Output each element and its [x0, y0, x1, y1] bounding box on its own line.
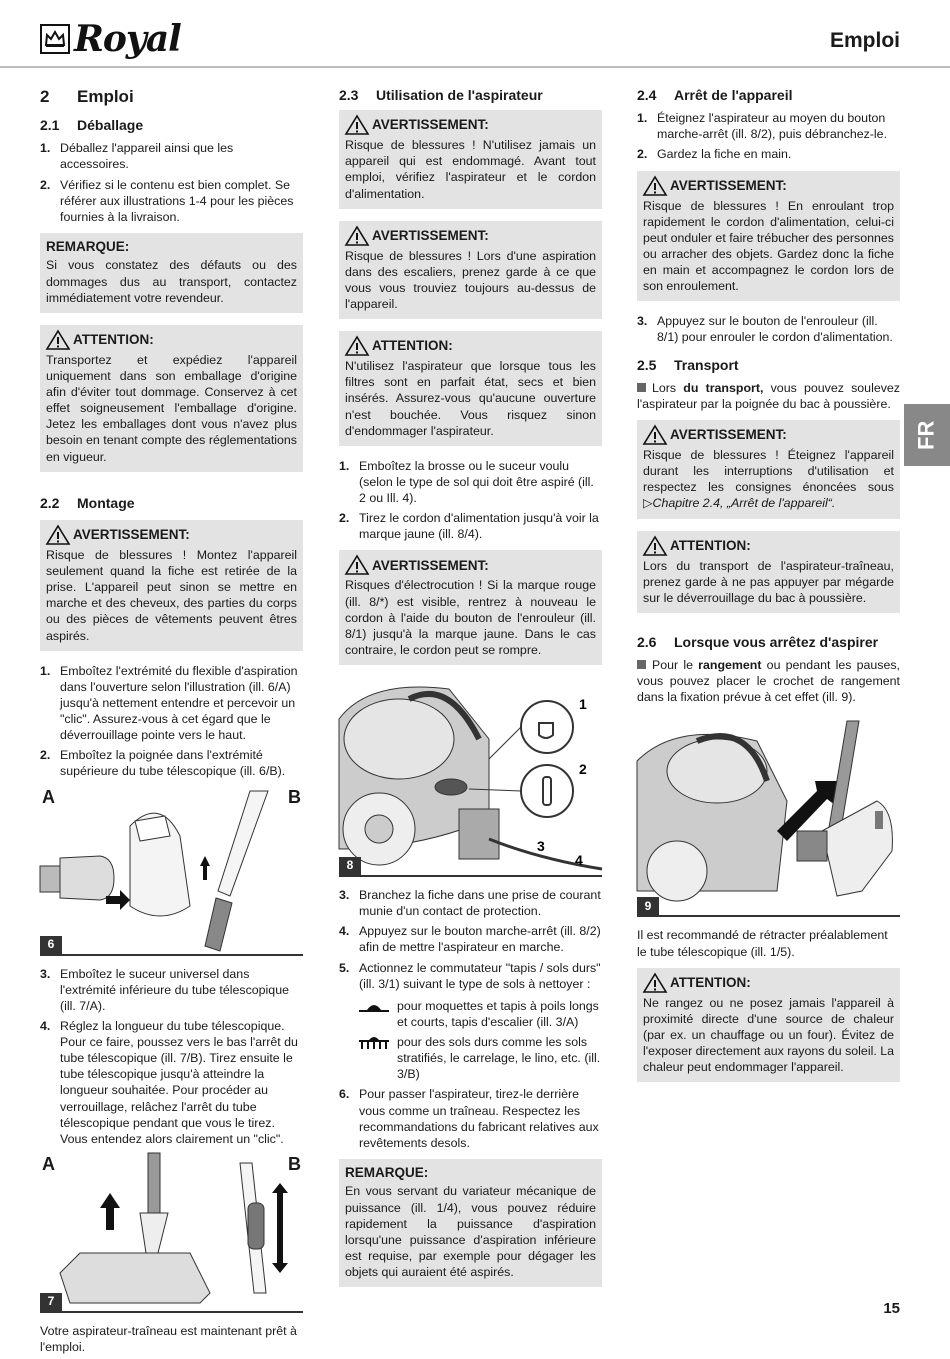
- warning-icon: [46, 525, 70, 545]
- callout-3: 3: [537, 838, 545, 855]
- transport-text: Lors du transport, vous pouvez soulevez l'aspirateur par la poignée du bac à poussière.: [637, 380, 900, 411]
- note-box: [339, 1159, 602, 1287]
- figure-label-b: B: [288, 786, 301, 807]
- usage-steps: [339, 458, 602, 543]
- note-box: [40, 233, 303, 313]
- warning-title: AVERTISSEMENT:: [670, 427, 787, 443]
- attention-box: [339, 331, 602, 446]
- section-heading: 2 Emploi: [40, 87, 134, 106]
- attention-title: ATTENTION:: [670, 974, 751, 990]
- assembly-steps: [40, 663, 303, 780]
- warning-text: Risques d'électrocution ! Si la marque rouge (ill. 8/*) est visible, rentrez à nouveau le cordon à l'aide du bouton de l'enrouleur (ill. 8/1) jusqu'à la marque jaune. Dans le cas contraire, le cordon peut se rompre.: [345, 578, 596, 657]
- page-header: [0, 0, 950, 68]
- figure-number: 9: [637, 897, 659, 915]
- floor-option-carpet: pour moquettes et tapis à poils longs et courts, tapis d'escalier (ill. 3/A): [359, 998, 602, 1030]
- bullet-square-icon: [637, 660, 646, 669]
- page-number: 15: [883, 1300, 900, 1317]
- floor-option-hard: pour des sols durs comme les sols stratifiés, le carrelage, le lino, etc. (ill. 3/B): [359, 1034, 602, 1082]
- callout-4: 4: [575, 852, 583, 869]
- list-item: 4. Réglez la longueur du tube télescopique. Pour ce faire, poussez vers le bas l'arrêt du tube télescopique (ill. 7/B). Tirez ensuite le tube télescopique jusqu'à atteindre la longueur souhaitée. Pour procéder au verrouillage, relâchez l'arrêt du tube télescopique pendant que vous le tirez. Vous entendez alors clairement un "clic".: [40, 1018, 298, 1146]
- attention-box: [637, 968, 900, 1083]
- assembly-steps-continued: [40, 966, 303, 1147]
- telescopic-tube-illustration: [40, 1153, 303, 1313]
- figure-label-b: B: [288, 1153, 301, 1174]
- carpet-mode-icon: [359, 1000, 389, 1012]
- hard-floor-mode-icon: [359, 1036, 389, 1050]
- unpacking-steps: [40, 140, 303, 225]
- brand-logo: [40, 17, 181, 60]
- attention-box: [40, 325, 303, 472]
- storage-note-text: Il est recommandé de rétracter préalablement le tube télescopique (ill. 1/5).: [637, 928, 888, 959]
- attention-text: Ne rangez ou ne posez jamais l'appareil à proximité directe d'une source de chaleur (par ex. un chauffage ou un four). Évitez de l'exposer directement aux rayons du soleil. La chaleur peut endommager l'appareil.: [643, 995, 895, 1075]
- section-2-1-heading: 2.1 Déballage: [40, 117, 144, 134]
- vacuum-buttons-illustration: [339, 679, 602, 877]
- attention-title: ATTENTION:: [372, 338, 453, 354]
- warning-box: [637, 420, 900, 519]
- warning-icon: [345, 226, 369, 246]
- list-item: 1. Emboîtez la brosse ou le suceur voulu (selon le type de sol qui doit être aspiré (ill. 2 ou Ill. 4).: [339, 458, 594, 506]
- figure-9: [637, 721, 900, 917]
- brand-name: Royal: [74, 17, 181, 60]
- figure-label-a: A: [42, 786, 55, 807]
- section-2-5-heading: 2.5 Transport: [637, 356, 739, 373]
- stop-steps: [637, 110, 900, 162]
- section-2-6-heading: 2.6 Lorsque vous arrêtez d'aspirer: [637, 633, 879, 650]
- warning-icon: [643, 176, 667, 196]
- column-1: [40, 86, 303, 1359]
- list-item: 4. Appuyez sur le bouton marche-arrêt (ill. 8/2) afin de mettre l'aspirateur en marche.: [339, 924, 601, 955]
- callout-1: 1: [579, 696, 587, 713]
- figure-number: 8: [339, 857, 361, 875]
- list-item: 3. Branchez la fiche dans une prise de courant munie d'un contact de protection.: [339, 888, 601, 919]
- warning-box: [339, 221, 602, 320]
- language-tab: FR: [904, 404, 950, 466]
- usage-steps-final: [339, 1086, 602, 1151]
- warning-box: [637, 171, 900, 302]
- list-item: 3. Appuyez sur le bouton de l'enrouleur (ill. 8/1) pour enrouler le cordon d'alimentation.: [637, 314, 893, 345]
- attention-text: Transportez et expédiez l'appareil uniquement dans son emballage d'origine afin d'éviter tout dommage. Conservez à cet effet soigneusement l'emballage d'origine. Jetez les emballages dont vous n'avez plus besoin en tenant compte des réglementations en vigueur.: [46, 352, 297, 464]
- list-item: 1. Déballez l'appareil ainsi que les accessoires.: [40, 141, 234, 172]
- warning-title: AVERTISSEMENT:: [670, 177, 787, 193]
- warning-text: Risque de blessures ! N'utilisez jamais un appareil qui est endommagé. Avant tout emploi, vérifiez l'aspirateur et le cordon d'alimentation.: [345, 138, 596, 201]
- warning-title: AVERTISSEMENT:: [372, 117, 489, 133]
- hose-assembly-illustration: [40, 786, 303, 956]
- callout-2: 2: [579, 761, 587, 778]
- storage-hook-illustration: [637, 721, 900, 917]
- figure-6: [40, 786, 303, 956]
- figure-number: 6: [40, 936, 62, 954]
- note-title: REMARQUE:: [345, 1164, 429, 1180]
- note-title: REMARQUE:: [46, 238, 130, 254]
- warning-title: AVERTISSEMENT:: [73, 527, 190, 543]
- list-item: 1. Éteignez l'aspirateur au moyen du bouton marche-arrêt (ill. 8/2), puis débranchez-le.: [637, 111, 888, 142]
- storage-text: Pour le rangement ou pendant les pauses, vous pouvez placer le crochet de rangement dans la fixation prévue à cet effet (ill. 9).: [637, 658, 900, 705]
- warning-icon: [345, 555, 369, 575]
- figure-7: [40, 1153, 303, 1313]
- figure-number: 7: [40, 1293, 62, 1311]
- list-item: 2. Tirez le cordon d'alimentation jusqu'à voir la marque jaune (ill. 8/4).: [339, 511, 599, 542]
- column-3: [637, 86, 900, 1094]
- warning-icon: [345, 115, 369, 135]
- attention-text: N'utilisez l'aspirateur que lorsque tous les filtres sont en parfait état, secs et bien insérés. Assurez-vous qu'aucune ouverture n'est bouchée. Vous risquez sinon d'endommager l'aspirateur.: [345, 359, 596, 438]
- section-2-4-heading: 2.4 Arrêt de l'appareil: [637, 87, 793, 103]
- note-text: Si vous constatez des défauts ou des dommages dus au transport, contactez immédiatement votre revendeur.: [46, 258, 297, 305]
- stop-steps-continued: [637, 313, 900, 345]
- warning-icon: [46, 330, 70, 350]
- bullet-square-icon: [637, 383, 646, 392]
- warning-text: Risque de blessures ! Éteignez l'appareil durant les interruptions d'utilisation et respectez les consignes énoncées sous ▷Chapitre 2.4, „Arrêt de l'appareil“.: [643, 448, 894, 511]
- list-item: 2. Vérifiez si le contenu est bien complet. Se référer aux illustrations 1-4 pour les pièces fournies à la livraison.: [40, 177, 294, 224]
- warning-text: Risque de blessures ! Lors d'une aspiration dans des escaliers, prenez garde à ce que vous vous trouviez toujours au-dessus de l'appareil.: [345, 248, 596, 312]
- list-item: 2. Emboîtez la poignée dans l'extrémité supérieure du tube télescopique (ill. 6/B).: [40, 748, 286, 779]
- attention-text: Lors du transport de l'aspirateur-traîneau, prenez garde à ne pas appuyer par mégarde sur le déverrouillage du bac à poussière.: [643, 558, 894, 605]
- column-2: [339, 86, 602, 1299]
- warning-title: AVERTISSEMENT:: [372, 227, 489, 243]
- triangle-right-icon: ▷: [643, 496, 653, 511]
- attention-box: [637, 531, 900, 613]
- list-item: 1. Emboîtez l'extrémité du flexible d'aspiration dans l'ouverture selon l'illustration (ill. 6/A) jusqu'à nettement entendre et percevoir un "clic". Assurez-vous à cet égard que le déverrouillage pointe vers le haut.: [40, 663, 298, 743]
- figure-label-a: A: [42, 1153, 55, 1174]
- list-item: 5. Actionnez le commutateur "tapis / sols durs" (ill. 3/1) suivant le type de sols à nettoyer :: [339, 960, 601, 991]
- attention-title: ATTENTION:: [73, 332, 154, 348]
- page-title: Emploi: [829, 29, 900, 52]
- warning-icon: [345, 336, 369, 356]
- warning-box: [339, 110, 602, 209]
- figure-8: [339, 679, 602, 877]
- warning-icon: [643, 973, 667, 993]
- warning-icon: [643, 536, 667, 556]
- assembly-final-text: Votre aspirateur-traîneau est maintenant prêt à l'emploi.: [40, 1323, 297, 1355]
- chapter-reference: Chapitre 2.4, „Arrêt de l'appareil“.: [652, 496, 836, 511]
- list-item: 2. Gardez la fiche en main.: [637, 147, 792, 162]
- crown-icon: [40, 24, 70, 54]
- note-text: En vous servant du variateur mécanique de puissance (ill. 1/4), vous pouvez réduire rapidement la puissance d'aspiration lorsqu'une puissance d'aspiration inférieure est requise, par exemple pour dégager les objets qui auraient été aspirés.: [345, 1184, 596, 1280]
- section-2-3-heading: 2.3 Utilisation de l'aspirateur: [339, 87, 543, 103]
- list-item: 6. Pour passer l'aspirateur, tirez-le derrière vous comme un traîneau. Respectez les recommandations du fabricant relatives aux revêtements desols.: [339, 1087, 599, 1150]
- list-item: 3. Emboîtez le suceur universel dans l'extrémité inférieure du tube télescopique (ill. 7/A).: [40, 966, 289, 1013]
- attention-title: ATTENTION:: [670, 537, 751, 553]
- warning-title: AVERTISSEMENT:: [372, 557, 489, 573]
- usage-steps-continued: [339, 887, 602, 992]
- warning-box: [339, 550, 602, 665]
- warning-icon: [643, 425, 667, 445]
- warning-text: Risque de blessures ! En enroulant trop rapidement le cordon d'alimentation, celui-ci peut onduler et faire trébucher des personnes ou arracher des objets. Gardez donc la fiche en main et accompagnez le cordon lors de son enroulement.: [643, 198, 894, 294]
- section-2-2-heading: 2.2 Montage: [40, 494, 135, 511]
- warning-text: Risque de blessures ! Montez l'appareil seulement quand la fiche est retirée de la prise. L'appareil peut sinon se mettre en marche et des cheveux, des parties du corps ou des pièces de vêtements peuvent êtres aspirés.: [46, 547, 297, 643]
- warning-box: [40, 520, 303, 651]
